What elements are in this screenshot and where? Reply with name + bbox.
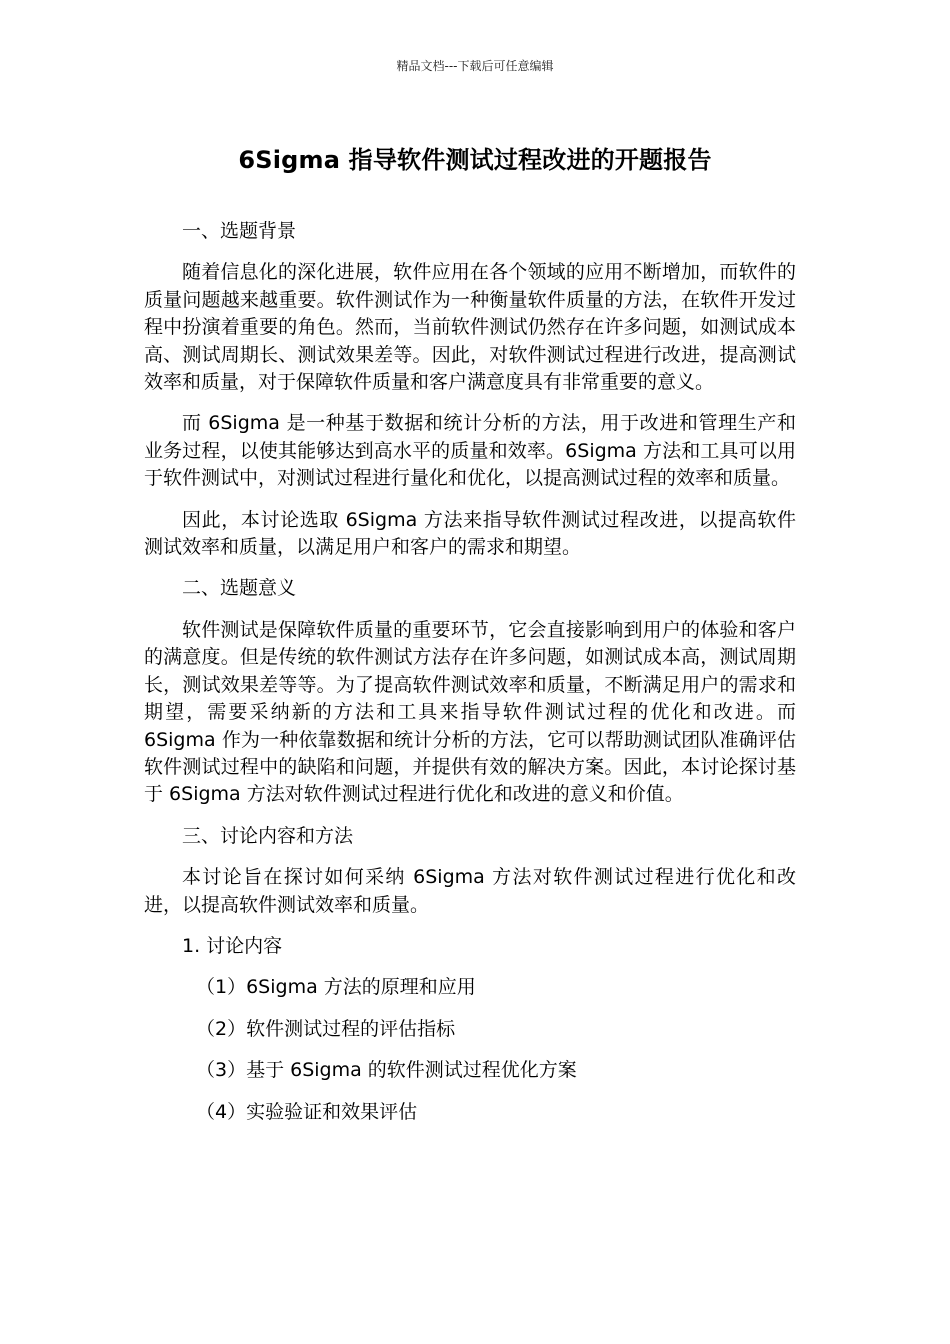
paragraph-background-1: 随着信息化的深化进展，软件应用在各个领域的应用不断增加，而软件的质量问题越来越重要。软件测试作为一种衡量软件质量的方法，在软件开发过程中扮演着重要的角色。然而，当前软件测试仍然存在许多问题，如测试成本高、测试周期长、测试效果差等。因此，对软件测试过程进行改进，提高测试效率和质量，对于保障软件质量和客户满意度具有非常重要的意义。: [144, 261, 796, 394]
section-heading-background: 一、选题背景: [182, 220, 297, 242]
paragraph-background-2: 而 6Sigma 是一种基于数据和统计分析的方法，用于改进和管理生产和业务过程，以使其能够达到高水平的质量和效率。6Sigma 方法和工具可以用于软件测试中，对测试过程进行量化和优化，以提高测试过程的效率和质量。: [144, 412, 796, 490]
paragraph-significance: 软件测试是保障软件质量的重要环节，它会直接影响到用户的体验和客户的满意度。但是传统的软件测试方法存在许多问题，如测试成本高，测试周期长，测试效果差等等。为了提高软件测试效率和质量，不断满足用户的需求和期望，需要采纳新的方法和工具来指导软件测试过程的优化和改进。而 6Sigma 作为一种依靠数据和统计分析的方法，它可以帮助测试团队准确评估软件测试过程中的缺陷和问题，并提供有效的解决方案。因此，本讨论探讨基于 6Sigma 方法对软件测试过程进行优化和改进的意义和价值。: [144, 618, 796, 806]
sub-heading-discussion-content: 1. 讨论内容: [182, 934, 283, 957]
paragraph-content-methods: 本讨论旨在探讨如何采纳 6Sigma 方法对软件测试过程进行优化和改进，以提高软件测试效率和质量。: [144, 866, 796, 916]
section-heading-content-methods: 三、讨论内容和方法: [182, 824, 354, 847]
list-item: （4）实验验证和效果评估: [196, 1100, 418, 1123]
document-title: 6Sigma 指导软件测试过程改进的开题报告: [238, 146, 712, 174]
paragraph-background-3: 因此，本讨论选取 6Sigma 方法来指导软件测试过程改进，以提高软件测试效率和质量，以满足用户和客户的需求和期望。: [144, 508, 796, 559]
list-item: （3）基于 6Sigma 的软件测试过程优化方案: [196, 1059, 577, 1082]
list-item: （1）6Sigma 方法的原理和应用: [196, 976, 476, 999]
list-item: （2）软件测试过程的评估指标: [196, 1017, 456, 1040]
document-body: [144, 218, 796, 1140]
section-heading-significance: 二、选题意义: [182, 577, 297, 600]
page-header-note: 精品文档---下载后可任意编辑: [396, 59, 554, 73]
